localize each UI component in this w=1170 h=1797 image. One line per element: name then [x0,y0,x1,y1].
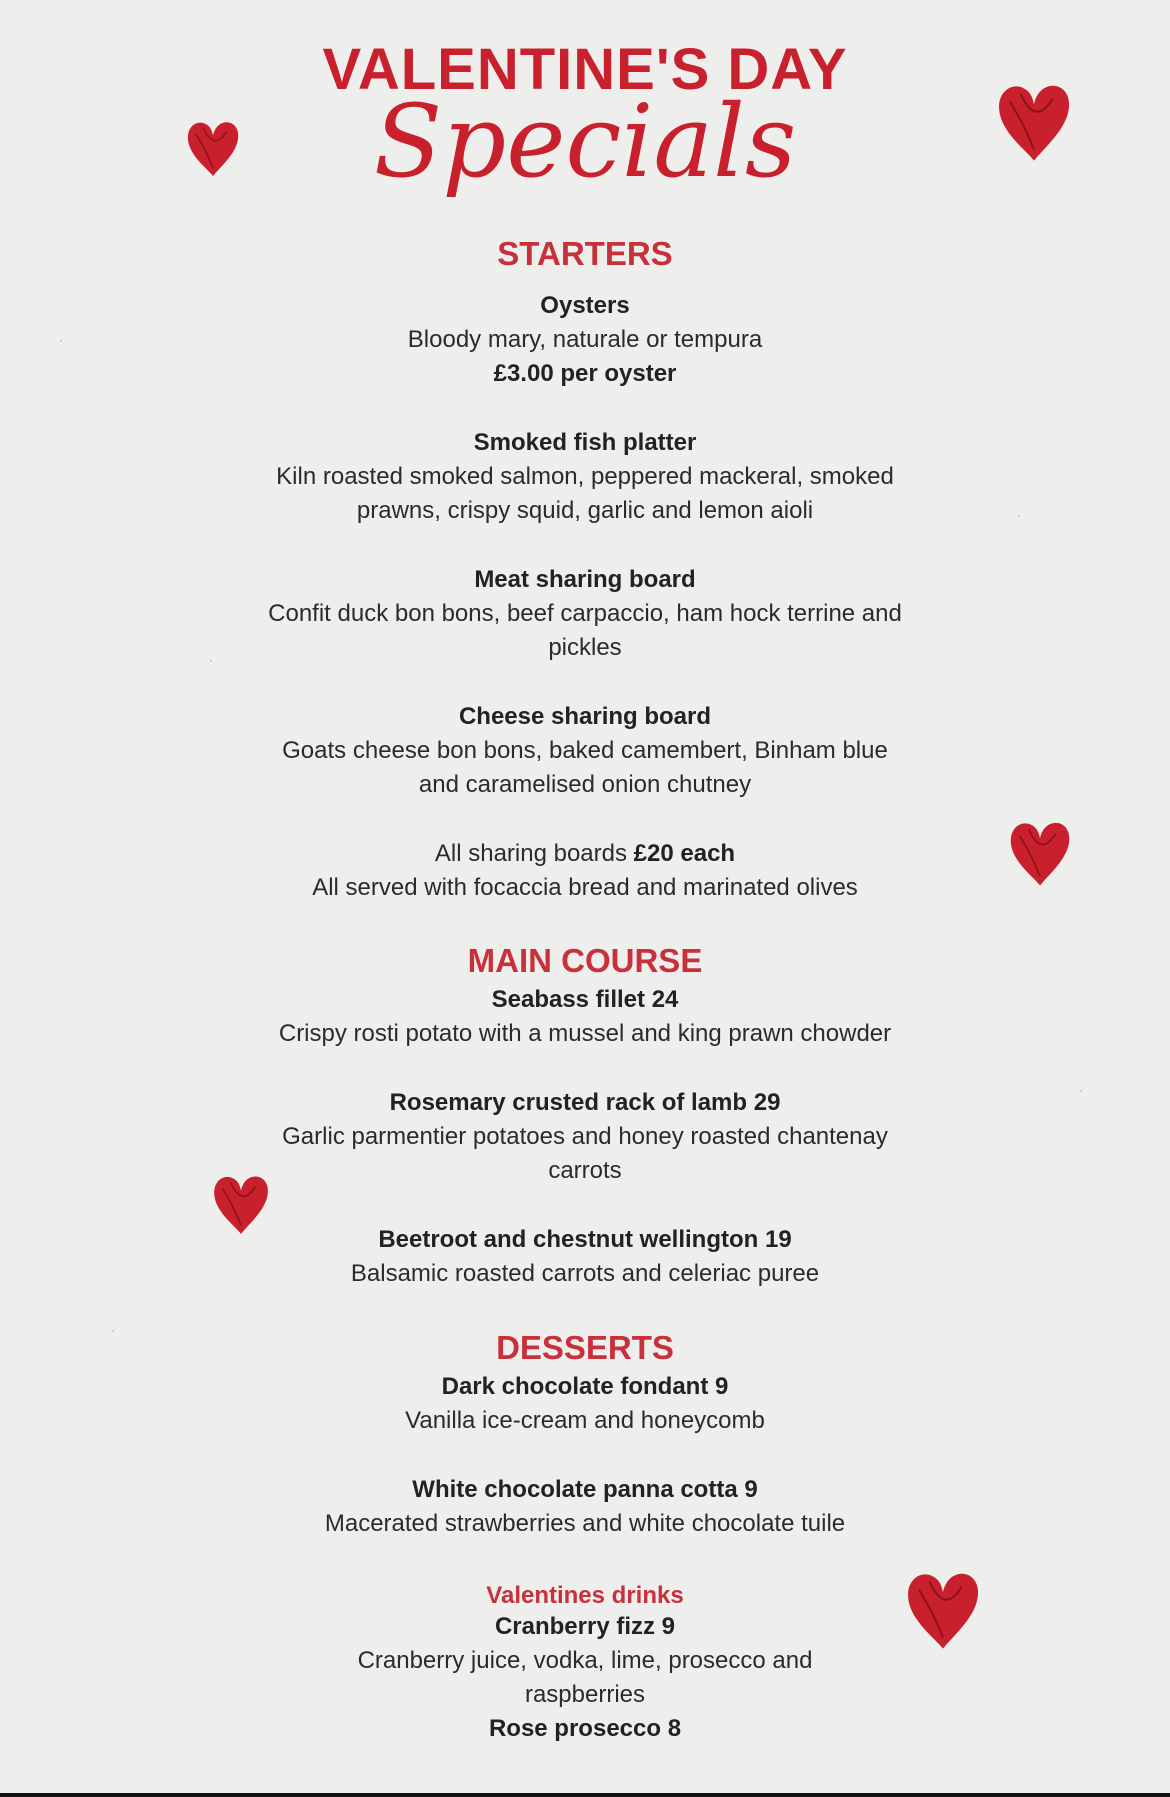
page-title: VALENTINE'S DAY [322,37,848,102]
item-description: Crispy rosti potato with a mussel and king prawn chowder [278,1020,892,1047]
script-title: Specials [373,83,797,200]
item-price: £3.00 per oyster [493,360,677,387]
bottom-border [0,1793,1170,1797]
item-name: Cranberry fizz 9 [494,1613,676,1640]
item-description: Confit duck bon bons, beef carpaccio, ham hock terrine and [268,600,902,627]
sharing-note-text: All sharing boards [434,840,634,867]
item-description: Bloody mary, naturale or tempura [407,326,763,353]
item-description: Garlic parmentier potatoes and honey roasted chantenay [282,1123,888,1150]
item-description: Cranberry juice, vodka, lime, prosecco and [357,1647,813,1674]
item-name: White chocolate panna cotta 9 [412,1476,758,1503]
item-name: Meat sharing board [474,566,696,593]
item-description: Vanilla ice-cream and honeycomb [405,1407,765,1434]
item-name: Oysters [540,292,630,319]
section-heading-starters: STARTERS [497,235,673,272]
item-description: and caramelised onion chutney [418,771,752,798]
item-name: Rose prosecco 8 [488,1715,682,1742]
section-heading-desserts: DESSERTS [496,1329,674,1366]
item-description: Goats cheese bon bons, baked camembert, Binham blue [282,737,888,764]
item-description: prawns, crispy squid, garlic and lemon aioli [356,497,814,524]
item-name: Cheese sharing board [458,703,712,730]
sharing-board-note [0,837,1170,871]
item-description: carrots [548,1157,622,1184]
item-description: raspberries [524,1681,646,1708]
item-name: Dark chocolate fondant 9 [441,1373,729,1400]
section-heading-main-course: MAIN COURSE [467,942,703,979]
item-description: Kiln roasted smoked salmon, peppered mackeral, smoked [276,463,894,490]
item-description: Balsamic roasted carrots and celeriac puree [350,1260,820,1287]
item-name: Beetroot and chestnut wellington 19 [378,1226,792,1253]
section-heading-drinks: Valentines drinks [486,1582,684,1609]
item-name: Smoked fish platter [473,429,697,456]
item-name: Seabass fillet 24 [491,986,679,1013]
sharing-note-price: £20 each [633,840,736,867]
served-with-note: All served with focaccia bread and marinated olives [312,874,858,901]
item-name: Rosemary crusted rack of lamb 29 [389,1089,781,1116]
item-description: pickles [548,634,622,661]
item-description: Macerated strawberries and white chocolate tuile [324,1510,846,1537]
